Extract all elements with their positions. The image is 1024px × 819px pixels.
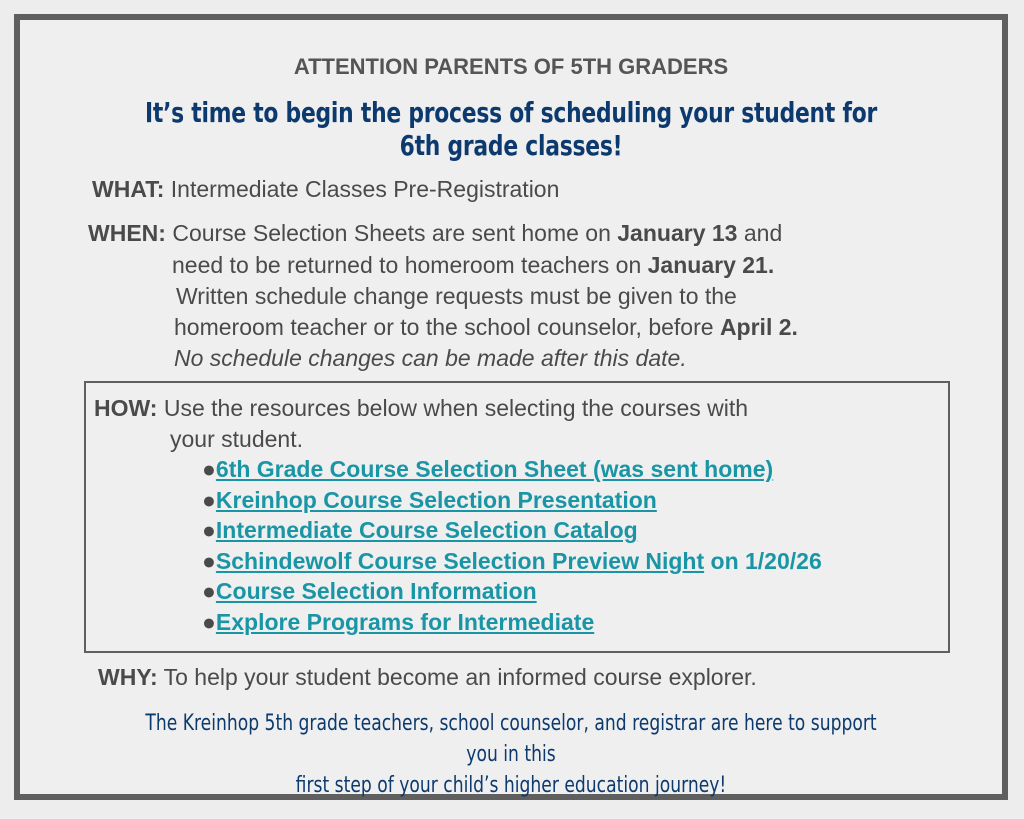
- how-line-1: [94, 395, 748, 422]
- what-label: WHAT:: [92, 176, 165, 202]
- why-label: WHY:: [98, 664, 158, 690]
- when-label: WHEN:: [88, 220, 166, 246]
- what-text: Intermediate Classes Pre-Registration: [164, 176, 560, 202]
- when-text-2a: need to be returned to homeroom teachers on: [172, 252, 648, 278]
- bullet-icon: ●: [202, 548, 216, 574]
- preview-night-date: on 1/20/26: [704, 548, 822, 574]
- resource-item: [202, 456, 773, 483]
- why-text: To help your student become an informed course explorer.: [157, 664, 757, 690]
- flyer-heading: ATTENTION PARENTS OF 5TH GRADERS: [293, 54, 729, 79]
- bullet-icon: ●: [202, 487, 216, 513]
- when-line-2: [172, 252, 774, 279]
- footer-message: [128, 708, 894, 801]
- course-info-link[interactable]: Course Selection Information: [215, 578, 537, 604]
- bullet-icon: ●: [202, 517, 216, 543]
- presentation-link[interactable]: Kreinhop Course Selection Presentation: [215, 487, 657, 513]
- flyer-frame: [14, 14, 1008, 800]
- footer-line-2: first step of your child’s higher education journey!: [295, 773, 727, 798]
- resource-item: [202, 578, 537, 605]
- when-line-4: [174, 314, 798, 341]
- resource-item: [202, 609, 594, 636]
- when-line-3: Written schedule change requests must be given to the: [176, 283, 737, 309]
- footer-line-1: The Kreinhop 5th grade teachers, school counselor, and registrar are here to support you in this: [145, 711, 877, 767]
- resource-item: [202, 517, 638, 544]
- resource-item: [202, 487, 657, 514]
- when-line-1: [88, 220, 782, 247]
- when-text-1c: and: [737, 220, 783, 246]
- when-text-1a: Course Selection Sheets are sent home on: [165, 220, 618, 246]
- when-date-2: January 21.: [647, 252, 775, 278]
- course-selection-sheet-link[interactable]: 6th Grade Course Selection Sheet (was sent home): [215, 456, 774, 482]
- bullet-icon: ●: [202, 578, 216, 604]
- when-line-5: No schedule changes can be made after this date.: [174, 345, 687, 371]
- preview-night-link[interactable]: Schindewolf Course Selection Preview Night: [215, 548, 705, 574]
- flyer-headline: It’s time to begin the process of scheduling your student for 6th grade classes!: [144, 96, 878, 162]
- how-line-2: your student.: [170, 426, 303, 452]
- how-label: HOW:: [94, 395, 158, 421]
- how-text-1: Use the resources below when selecting the courses with: [157, 395, 749, 421]
- what-line: [92, 176, 559, 203]
- when-date-3: April 2.: [719, 314, 798, 340]
- bullet-icon: ●: [202, 609, 216, 635]
- catalog-link[interactable]: Intermediate Course Selection Catalog: [215, 517, 638, 543]
- when-date-1: January 13: [617, 220, 738, 246]
- explore-programs-link[interactable]: Explore Programs for Intermediate: [215, 609, 595, 635]
- why-line: [98, 664, 757, 691]
- when-text-4a: homeroom teacher or to the school counselor, before: [174, 314, 720, 340]
- resource-item: [202, 548, 822, 575]
- bullet-icon: ●: [202, 456, 216, 482]
